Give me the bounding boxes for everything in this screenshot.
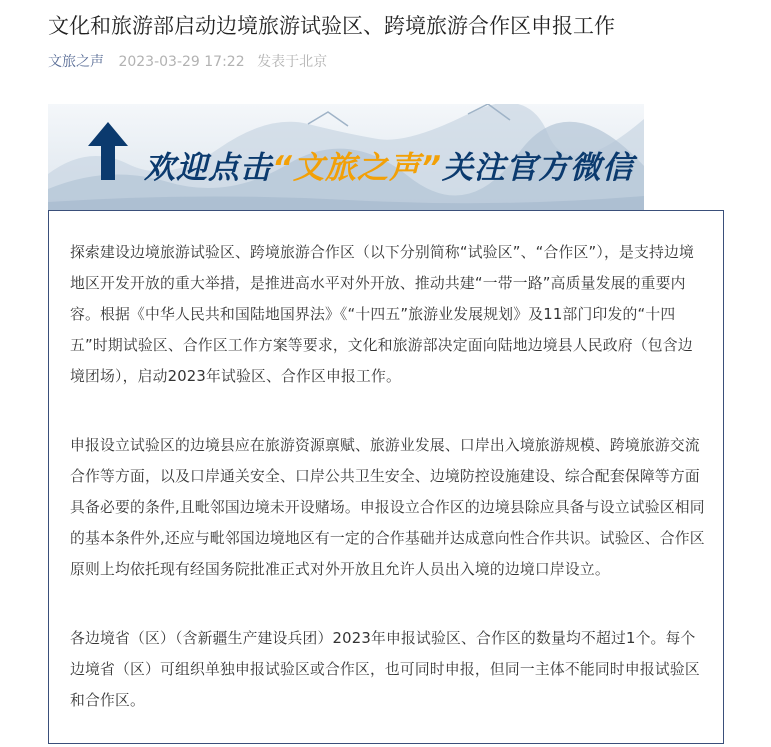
article-title: 文化和旅游部启动边境旅游试验区、跨境旅游合作区申报工作 — [48, 14, 615, 38]
up-arrow-icon — [88, 122, 128, 180]
content-box — [48, 210, 724, 744]
article-meta — [48, 52, 327, 72]
account-name-link[interactable]: 文旅之声 — [48, 54, 104, 70]
publish-location: 发表于北京 — [257, 54, 328, 70]
banner-slogan — [144, 148, 634, 188]
follow-banner-image[interactable] — [48, 104, 644, 210]
publish-date: 2023-03-29 17:22 — [118, 54, 245, 70]
paragraph-2: 申报设立试验区的边境县应在旅游资源禀赋、旅游业发展、口岸出入境旅游规模、跨境旅游交流合作等方面，以及口岸通关安全、口岸公共卫生安全、边境防控设施建设、综合配套保障等方面具备必要的条件,且毗邻国边境未开设赌场。申报设立合作区的边境县除应具备与设立试验区相同的基本条件外,还应与毗邻国边境地区有一定的合作基础并达成意向性合作共识。试验区、合作区原则上均依托现有经国务院批准正式对外开放且允许人员出入境的边境口岸设立。 — [70, 437, 705, 578]
banner-text-before: 欢迎点击 — [144, 150, 272, 186]
paragraph-1: 探索建设边境旅游试验区、跨境旅游合作区（以下分别简称“试验区”、“合作区”），是支持边境地区开发开放的重大举措，是推进高水平对外开放、推动共建“一带一路”高质量发展的重要内容。根据《中华人民共和国陆地国界法》《“十四五”旅游业发展规划》及11部门印发的“十四五”时期试验区、合作区工作方案等要求，文化和旅游部决定面向陆地边境县人民政府（包含边境团场），启动2023年试验区、合作区申报工作。 — [70, 244, 694, 385]
paragraph-3: 各边境省（区）（含新疆生产建设兵团）2023年申报试验区、合作区的数量均不超过1个。每个边境省（区）可组织单独申报试验区或合作区，也可同时申报，但同一主体不能同时申报试验区和合作区。 — [70, 630, 700, 709]
banner-highlight: “文旅之声” — [272, 150, 442, 186]
banner-text-after: 关注官方微信 — [441, 150, 634, 186]
